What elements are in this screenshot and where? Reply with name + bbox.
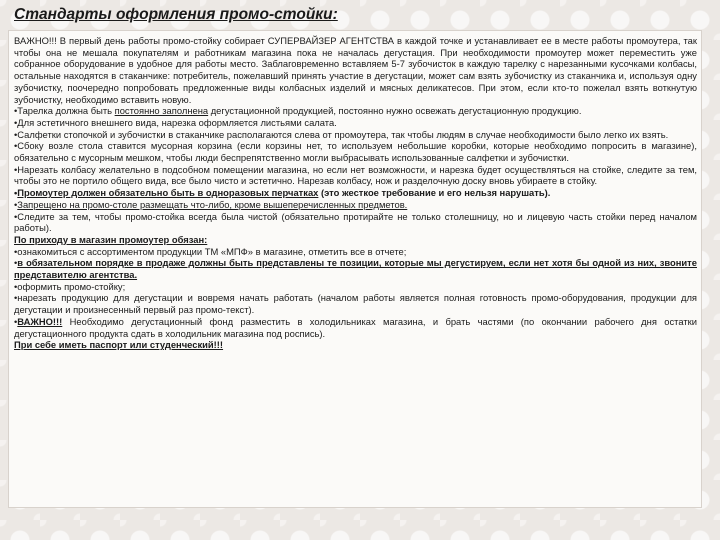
arrival-item-2-bullet: • (14, 257, 18, 269)
arrival-item-4: •нарезать продукцию для дегустации и вовремя начать работать (началом работы является полная готовность промо-оборудования, продукции для дегустации и произнесенный первый раз промо-текст). (14, 292, 697, 316)
intro-important: ВАЖНО!!! В первый день работы промо-стойку собирает СУПЕРВАЙЗЕР АГЕНТСТВА в каждой точке и устанавливает ее в месте работы промоутера, так чтобы она не мешала покупателям и работникам магазина пока не началась дегустация. (14, 35, 697, 58)
gloves-note: (это жесткое требование и его нельзя нарушать). (318, 187, 551, 199)
bullet-gloves (14, 187, 697, 199)
bullet-cutting: •Нарезать колбасу желательно в подсобном помещении магазина, но если нет возможности, и нарезка будет осуществляться на стойке, следите за тем, чтобы это не портило общего вида, все было чисто и эстетично. Нарезав колбасу, нож и разделочную доску вновь убираете в стойку. (14, 163, 697, 187)
plate-underlined: постоянно заполнена (114, 105, 209, 117)
plate-text-end: дегустационной продукцией, постоянно нужно освежать дегустационную продукцию. (208, 105, 582, 117)
intro-relocation: При необходимости промоутер может переместить уже собранное оборудование в удобное для работы место. (14, 46, 697, 70)
arrival-item-2 (14, 257, 697, 280)
forbidden-bullet: • (14, 198, 18, 210)
gloves-underlined: Промоутер должен обязательно быть в одноразовых перчатках (17, 187, 319, 199)
important-note (14, 316, 697, 339)
bullet-aesthetic: •Для эстетичного внешнего вида, нарезка оформляется листьями салата. (14, 116, 337, 128)
bullet-clean: •Следите за тем, чтобы промо-стойка всегда была чистой (обязательно протирайте не только столешницу, но и лицевую часть стойки перед началом работы). (14, 210, 697, 234)
gloves-bullet: • (14, 187, 18, 199)
slide-title: Стандарты оформления промо-стойки: (14, 6, 338, 23)
content-panel (8, 30, 702, 508)
bullet-plate (14, 105, 697, 117)
important-label: ВАЖНО!!! (17, 315, 63, 327)
intro-paragraph (14, 35, 697, 105)
instructions-text (14, 35, 697, 351)
plate-text-start: •Тарелка должна быть (14, 105, 115, 117)
intro-toothpicks: Заблаговременно вставляем 5-7 зубочисток в каждую тарелку с нарезанными кусочками колбасы, остальные находятся в стаканчике: потребитель, пожелавший принять участие в дегустации, может сам взять зубочистку из стаканчика и, используя одну зубочистку, поочередно попробовать предложенные виды колбасных изделий и мясных деликатесов. При этом, если кто-то пожелал взять воткнутую зубочистку, необходимо вставить новую. (14, 58, 697, 105)
bullet-napkins: •Салфетки стопочкой и зубочистки в стаканчике располагаются слева от промоутера, так чтобы людям в случае необходимости было легко их взять. (14, 128, 669, 140)
arrival-item-1: •ознакомиться с ассортиментом продукции ТМ «МПФ» в магазине, отметить все в отчете; (14, 245, 407, 257)
bullet-trash: •Сбоку возле стола ставится мусорная корзина (если корзины нет, то используем небольшие коробки, которые необходимо попросить в магазине), обязательно с мусорным мешком, чтобы люди беспрепятственно могли выбрасывать использованные салфетки и зубочистки. (14, 140, 697, 164)
arrival-item-3: •оформить промо-стойку; (14, 280, 126, 292)
forbidden-underlined: Запрещено на промо-столе размещать что-либо, кроме вышеперечисленных предметов. (17, 198, 408, 210)
important-text: Необходимо дегустационный фонд разместить в холодильниках магазина, и брать частями (по окончании рабочего дня остатки дегустационного продукта сдать в холодильник магазина под роспись). (14, 315, 697, 339)
arrival-item-2-text: в обязательном порядке в продаже должны быть представлены те позиции, которые мы дегустируем, если нет хотя бы одной из них, звоните представителю агентства. (14, 257, 697, 281)
arrival-heading: По приходу в магазин промоутер обязан: (14, 233, 208, 245)
passport-note: При себе иметь паспорт или студенческий!!! (14, 339, 224, 351)
bullet-forbidden (14, 199, 697, 211)
important-bullet: • (14, 315, 18, 327)
